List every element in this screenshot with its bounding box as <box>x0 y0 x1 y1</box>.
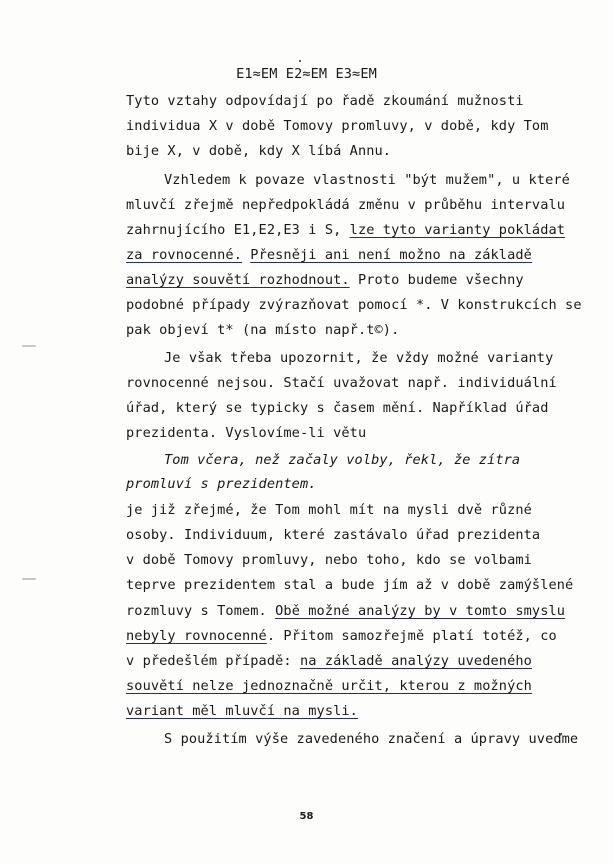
text-segment: teprve prezidentem stal a bude jím až v době zamýšlené <box>126 577 574 593</box>
text-line <box>164 172 570 188</box>
text-line <box>126 552 532 568</box>
text-line <box>126 476 317 492</box>
text-line <box>126 678 532 694</box>
text-line <box>126 247 532 263</box>
text-segment: podobné případy zvýrazňovat pomocí *. V konstrukcích se <box>126 297 582 313</box>
text-segment: je již zřejmé, že Tom mohl mít na mysli dvě různé <box>126 502 532 518</box>
text-segment: Proto budeme všechny <box>349 272 524 288</box>
underlined-text: lze tyto varianty pokládat <box>349 222 566 238</box>
text-segment: prezidenta. Vyslovíme-li větu <box>126 425 367 441</box>
text-line <box>164 731 578 747</box>
text-segment: v době Tomovy promluvy, nebo toho, kdo se volbami <box>126 552 532 568</box>
text-segment: pak objeví t* (na místo např.t©). <box>126 322 400 338</box>
text-line <box>126 222 565 238</box>
punch-mark <box>22 345 36 347</box>
text-segment: Vzhledem k povaze vlastnosti "být mužem", u které <box>164 172 570 188</box>
text-line <box>164 452 520 468</box>
text-line <box>126 502 532 518</box>
page-number: 58 <box>299 811 314 822</box>
text-segment: rovnocenné nejsou. Stačí uvažovat např. individuální <box>126 375 557 391</box>
ink-dot <box>299 60 301 62</box>
text-line <box>126 375 557 391</box>
text-line <box>126 143 391 159</box>
text-line <box>126 425 366 441</box>
text-line <box>126 703 358 719</box>
underlined-text: souvětí nelze jednoznačně určit, kterou z možných <box>126 678 532 694</box>
text-segment: zahrnujícího E1,E2,E3 i S, <box>126 222 350 238</box>
text-segment: individua X v době Tomovy promluvy, v době, kdy Tom <box>126 118 549 134</box>
text-segment: v předešlém případě: <box>126 653 300 669</box>
underlined-text: Přesněji ani není možno na základě <box>250 247 532 263</box>
text-line <box>126 93 524 109</box>
text-line <box>164 350 553 366</box>
text-line <box>126 653 532 669</box>
text-line <box>126 628 557 644</box>
text-segment: úřad, který se typicky s časem mění. Například úřad <box>126 400 549 416</box>
text-line <box>126 118 549 134</box>
text-segment: bije X, v době, kdy X líbá Annu. <box>126 143 392 159</box>
underlined-text: na základě analýzy uvedeného <box>299 653 532 669</box>
text-segment: promluví s prezidentem. <box>126 476 317 492</box>
text-segment: mluvčí zřejmě nepředpokládá změnu v průběhu intervalu <box>126 197 566 213</box>
text-segment: S použitím výše zavedeného značení a úpravy uveďme <box>164 731 579 747</box>
underlined-text: variant měl mluvčí na mysli. <box>126 703 358 719</box>
underlined-text: analýzy souvětí rozhodnout. <box>126 272 350 288</box>
heading-formula: E1≈EM E2≈EM E3≈EM <box>236 66 377 82</box>
punch-mark <box>22 578 36 580</box>
text-segment: rozmluvy s Tomem. <box>126 603 276 619</box>
text-line <box>126 400 549 416</box>
text-line <box>126 603 565 619</box>
text-segment: Je však třeba upozornit, že vždy možné varianty <box>164 350 554 366</box>
underlined-text: nebyly rovnocenné <box>126 628 267 644</box>
text-segment: Tom včera, než začaly volby, řekl, že zítra <box>164 452 521 468</box>
text-line <box>126 322 399 338</box>
text-segment: Tyto vztahy odpovídají po řadě zkoumání mužnosti <box>126 93 524 109</box>
text-line <box>126 297 582 313</box>
text-line <box>126 197 565 213</box>
underlined-text: za rovnocenné. <box>126 247 242 263</box>
text-segment: osoby. Individuum, které zastávalo úřad prezidenta <box>126 527 541 543</box>
text-segment: . Přitom samozřejmě platí totéž, co <box>266 628 557 644</box>
text-line <box>126 527 540 543</box>
text-line <box>126 272 524 288</box>
text-line <box>126 577 573 593</box>
underlined-text: Obě možné analýzy by v tomto smyslu <box>275 603 566 619</box>
